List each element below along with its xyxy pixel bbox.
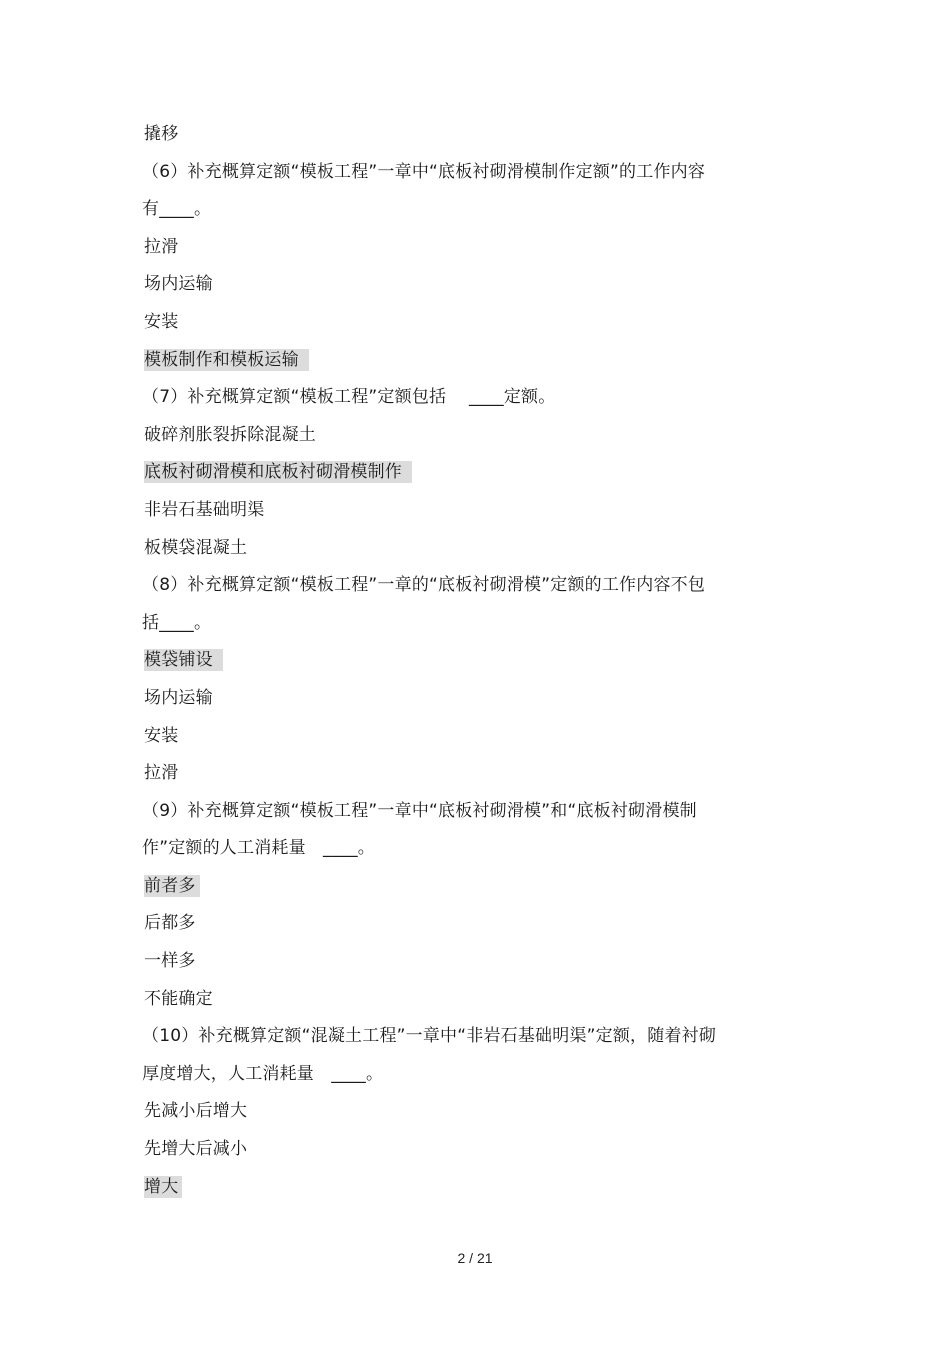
question-text-line bbox=[142, 567, 784, 605]
line-text: 破碎剂胀裂拆除混凝土 bbox=[144, 424, 316, 445]
page-content bbox=[144, 116, 784, 1206]
question-text-line bbox=[142, 605, 784, 643]
answer-option bbox=[144, 755, 784, 793]
answer-option bbox=[144, 943, 784, 981]
question-text-line bbox=[142, 830, 784, 868]
answer-option bbox=[144, 1169, 784, 1207]
line-text: 先增大后减小 bbox=[144, 1139, 248, 1160]
answer-option bbox=[144, 530, 784, 568]
question-text-line bbox=[142, 379, 784, 417]
line-text: 后都多 bbox=[144, 913, 196, 934]
line-text: （10）补充概算定额“混凝土工程”一章中“非岩石基础明渠”定额，随着衬砌 bbox=[142, 1026, 717, 1047]
answer-option bbox=[144, 981, 784, 1019]
line-text: 安装 bbox=[144, 311, 179, 332]
answer-option bbox=[144, 116, 784, 154]
highlighted-answer: 底板衬砌滑模和底板衬砌滑模制作 bbox=[144, 461, 412, 483]
answer-option bbox=[144, 454, 784, 492]
answer-option bbox=[144, 342, 784, 380]
line-text: 厚度增大，人工消耗量 ____。 bbox=[142, 1063, 384, 1084]
line-text: （7）补充概算定额“模板工程”定额包括 ____定额。 bbox=[142, 387, 556, 408]
line-text: 先减小后增大 bbox=[144, 1101, 248, 1122]
question-text-line bbox=[142, 1056, 784, 1094]
answer-option bbox=[144, 492, 784, 530]
line-text: 有____。 bbox=[142, 199, 212, 220]
answer-option bbox=[144, 1093, 784, 1131]
line-text: 撬移 bbox=[144, 124, 179, 144]
line-text: （8）补充概算定额“模板工程”一章的“底板衬砌滑模”定额的工作内容不包 bbox=[142, 575, 706, 596]
answer-option bbox=[144, 304, 784, 342]
question-text-line bbox=[142, 154, 784, 192]
line-text: 一样多 bbox=[144, 951, 196, 972]
question-text-line bbox=[142, 793, 784, 831]
question-text-line bbox=[142, 1018, 784, 1056]
question-text-line bbox=[142, 191, 784, 229]
line-text: （9）补充概算定额“模板工程”一章中“底板衬砌滑模”和“底板衬砌滑模制 bbox=[142, 800, 697, 821]
line-text: 板模袋混凝土 bbox=[144, 537, 248, 558]
line-text: 安装 bbox=[144, 725, 179, 746]
answer-option bbox=[144, 417, 784, 455]
line-text: （6）补充概算定额“模板工程”一章中“底板衬砌滑模制作定额”的工作内容 bbox=[142, 161, 706, 182]
highlighted-answer: 前者多 bbox=[144, 875, 200, 897]
answer-option bbox=[144, 680, 784, 718]
highlighted-answer: 模板制作和模板运输 bbox=[144, 349, 309, 371]
page-number: 2 / 21 bbox=[457, 1250, 493, 1266]
highlighted-answer: 增大 bbox=[144, 1176, 182, 1198]
line-text: 括____。 bbox=[142, 612, 212, 633]
line-text: 非岩石基础明渠 bbox=[144, 499, 265, 520]
answer-option bbox=[144, 905, 784, 943]
answer-option bbox=[144, 266, 784, 304]
answer-option bbox=[144, 718, 784, 756]
line-text: 作”定额的人工消耗量 ____。 bbox=[142, 838, 376, 859]
answer-option bbox=[144, 642, 784, 680]
answer-option bbox=[144, 1131, 784, 1169]
line-text: 场内运输 bbox=[144, 274, 213, 295]
highlighted-answer: 模袋铺设 bbox=[144, 649, 223, 671]
answer-option bbox=[144, 229, 784, 267]
line-text: 不能确定 bbox=[144, 988, 213, 1009]
line-text: 拉滑 bbox=[144, 236, 179, 257]
line-text: 拉滑 bbox=[144, 763, 179, 784]
line-text: 场内运输 bbox=[144, 687, 213, 708]
answer-option bbox=[144, 868, 784, 906]
